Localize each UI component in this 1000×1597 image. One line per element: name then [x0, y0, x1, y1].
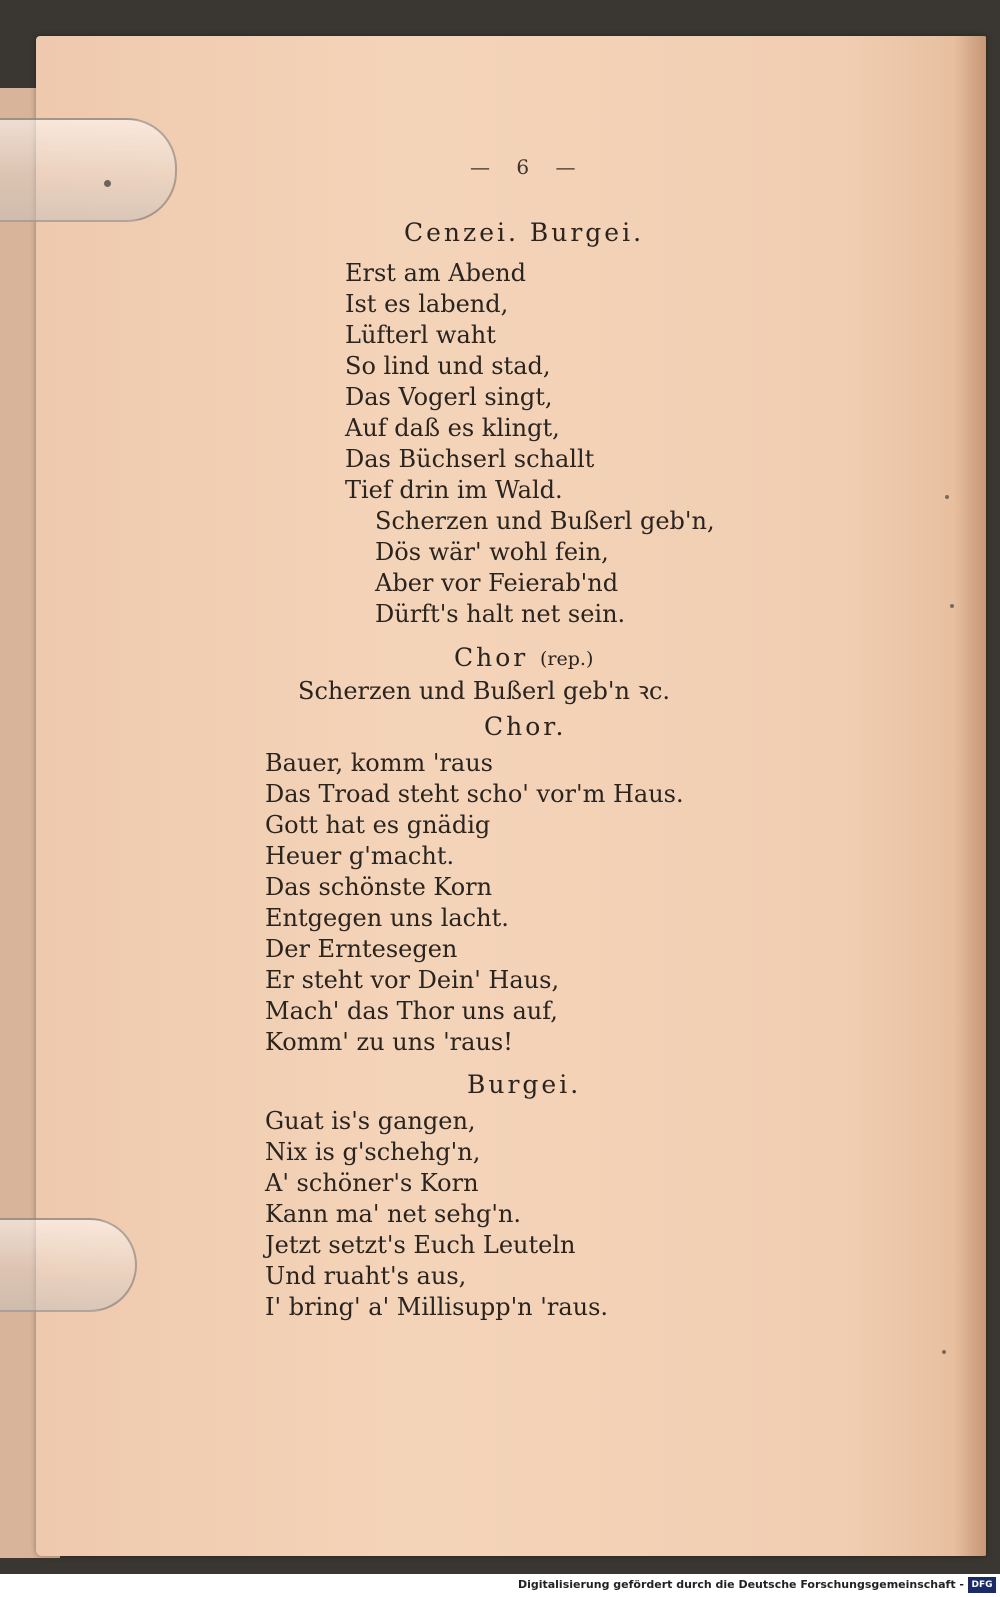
digitization-footer: [0, 1574, 1000, 1597]
footer-credit: Digitalisierung gefördert durch die Deutsche Forschungsgemeinschaft -: [517, 1578, 964, 1591]
verse-line: Bauer, komm 'raus: [265, 749, 493, 777]
verse-line: Der Erntesegen: [265, 935, 458, 963]
verse-line: Kann ma' net sehg'n.: [265, 1200, 522, 1228]
verse-line: Mach' das Thor uns auf,: [265, 997, 558, 1025]
verse-line: Jetzt setzt's Euch Leuteln: [265, 1231, 576, 1259]
verse-line-indented: Scherzen und Bußerl geb'n,: [375, 507, 715, 535]
page-number: — 6 —: [470, 155, 586, 179]
verse-line-indented: Dös wär' wohl fein,: [375, 538, 609, 566]
verse-line: Er steht vor Dein' Haus,: [265, 966, 560, 994]
verse-line: Scherzen und Bußerl geb'n ꝛc.: [298, 677, 671, 705]
verse-line: Erst am Abend: [345, 259, 526, 287]
verse-line: Und ruaht's aus,: [265, 1262, 467, 1290]
verse-line: I' bring' a' Millisupp'n 'raus.: [265, 1293, 609, 1321]
verse-line: Das schönste Korn: [265, 873, 493, 901]
verse-line: Das Büchserl schallt: [345, 445, 595, 473]
verse-line-indented: Dürft's halt net sein.: [375, 600, 626, 628]
speaker-heading: Cenzei. Burgei.: [404, 218, 645, 247]
verse-line: Das Troad steht scho' vor'm Haus.: [265, 780, 684, 808]
speaker-heading: Chor.: [484, 712, 567, 741]
verse-line: Heuer g'macht.: [265, 842, 455, 870]
verse-line: Nix is g'schehg'n,: [265, 1138, 481, 1166]
verse-line: So lind und stad,: [345, 352, 551, 380]
verse-line: Auf daß es klingt,: [345, 414, 560, 442]
verse-line: Guat is's gangen,: [265, 1107, 476, 1135]
verse-line: Ist es labend,: [345, 290, 509, 318]
dfg-logo: DFG: [968, 1577, 996, 1593]
verse-line: Tief drin im Wald.: [345, 476, 563, 504]
verse-line: Das Vogerl singt,: [345, 383, 553, 411]
verse-line: Komm' zu uns 'raus!: [265, 1028, 513, 1056]
repeat-note: (rep.): [540, 648, 594, 670]
verse-line: A' schöner's Korn: [265, 1169, 479, 1197]
speaker-heading: Chor: [454, 643, 529, 672]
verse-line: Lüfterl waht: [345, 321, 496, 349]
verse-line: Gott hat es gnädig: [265, 811, 491, 839]
verse-line: Entgegen uns lacht.: [265, 904, 509, 932]
speaker-heading: Burgei.: [467, 1070, 582, 1099]
verse-line-indented: Aber vor Feierab'nd: [375, 569, 619, 597]
